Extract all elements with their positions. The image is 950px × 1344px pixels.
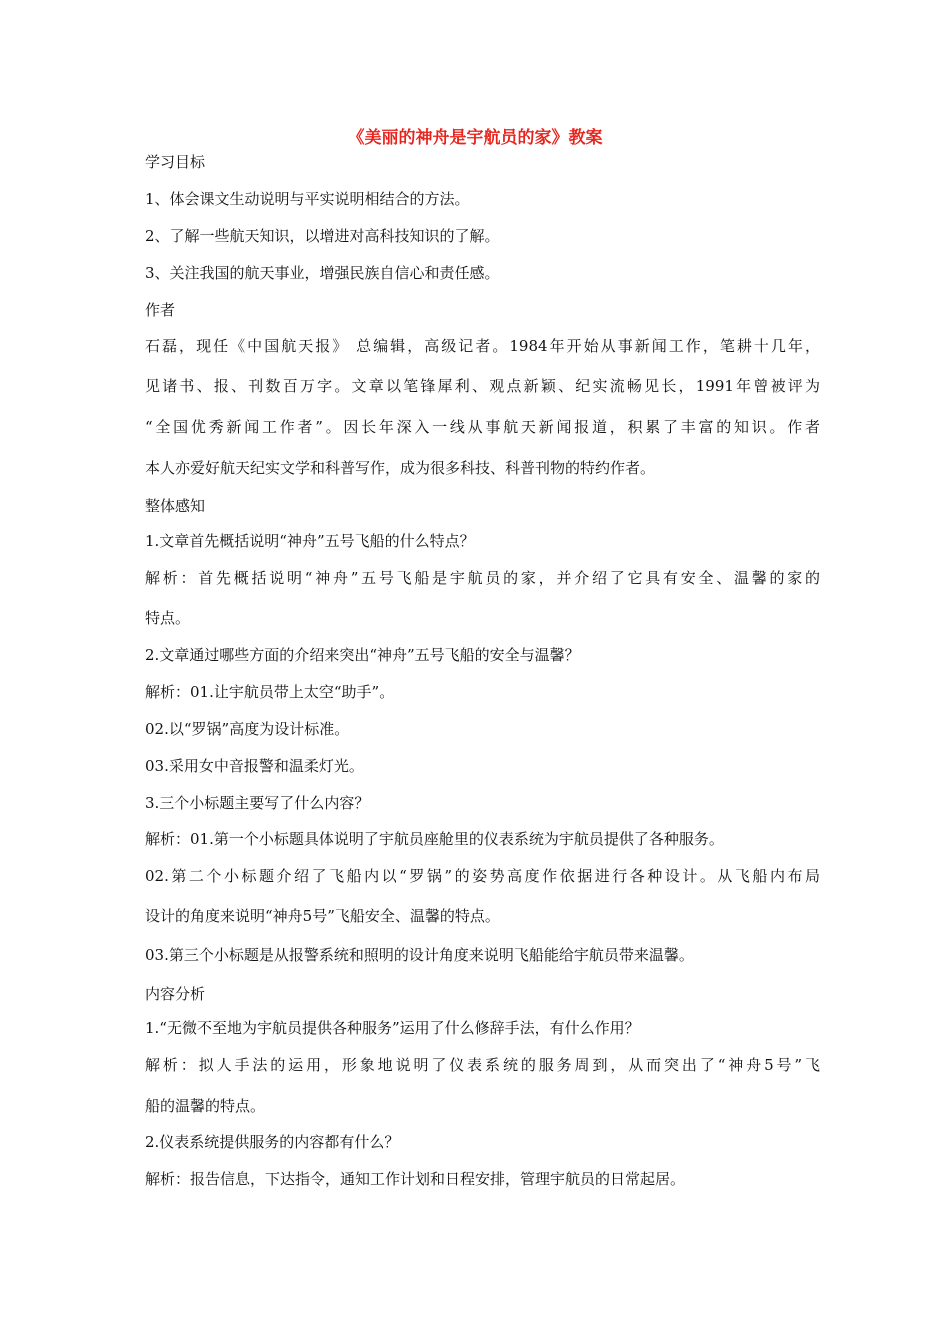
answer-line: 解析：01.让宇航员带上太空“助手”。 [145, 683, 395, 701]
answer-line: 02.第二个小标题介绍了飞船内以“罗锅”的姿势高度作依据进行各种设计。从飞船内布局 [145, 867, 820, 885]
answer-line: 03.第三个小标题是从报警系统和照明的设计角度来说明飞船能给宇航员带来温馨。 [145, 946, 694, 964]
author-paragraph-line: 石磊，现任《中国航天报》 总编辑，高级记者。1984年开始从事新闻工作，笔耕十几年， [145, 337, 820, 355]
answer-line: 02.以“罗锅”高度为设计标准。 [145, 720, 350, 738]
section-heading-overview: 整体感知 [145, 497, 206, 515]
author-paragraph-line: 见诸书、报、刊数百万字。文章以笔锋犀利、观点新颖、纪实流畅见长，1991年曾被评为 [145, 377, 820, 395]
question-line: 2.仪表系统提供服务的内容都有什么？ [145, 1133, 400, 1151]
answer-line: 解析：拟人手法的运用，形象地说明了仪表系统的服务周到，从而突出了“神舟5号”飞 [145, 1056, 820, 1074]
author-paragraph-line: “全国优秀新闻工作者”。因长年深入一线从事航天新闻报道，积累了丰富的知识。作者 [145, 418, 820, 436]
section-heading-author: 作者 [145, 301, 176, 319]
author-paragraph-line: 本人亦爱好航天纪实文学和科普写作，成为很多科技、科普刊物的特约作者。 [145, 459, 656, 477]
answer-line: 解析：01.第一个小标题具体说明了宇航员座舱里的仪表系统为宇航员提供了各种服务。 [145, 830, 724, 848]
answer-line: 特点。 [145, 609, 191, 627]
objective-item: 2、了解一些航天知识，以增进对高科技知识的了解。 [145, 227, 500, 245]
question-line: 1.文章首先概括说明“神舟”五号飞船的什么特点？ [145, 532, 475, 550]
objective-item: 1、体会课文生动说明与平实说明相结合的方法。 [145, 190, 470, 208]
answer-line: 解析：首先概括说明“神舟”五号飞船是宇航员的家，并介绍了它具有安全、温馨的家的 [145, 569, 820, 587]
objective-item: 3、关注我国的航天事业，增强民族自信心和责任感。 [145, 264, 500, 282]
section-heading-objectives: 学习目标 [145, 153, 206, 171]
document-title: 《美丽的神舟是宇航员的家》教案 [347, 128, 603, 148]
answer-line: 设计的角度来说明“神舟5号”飞船安全、温馨的特点。 [145, 907, 500, 925]
question-line: 1.“无微不至地为宇航员提供各种服务”运用了什么修辞手法，有什么作用？ [145, 1019, 640, 1037]
section-heading-analysis: 内容分析 [145, 985, 206, 1003]
answer-line: 03.采用女中音报警和温柔灯光。 [145, 757, 364, 775]
answer-line: 解析：报告信息，下达指令，通知工作计划和日程安排，管理宇航员的日常起居。 [145, 1170, 686, 1188]
answer-line: 船的温馨的特点。 [145, 1097, 266, 1115]
question-line: 2.文章通过哪些方面的介绍来突出“神舟”五号飞船的安全与温馨？ [145, 646, 580, 664]
question-line: 3.三个小标题主要写了什么内容？ [145, 794, 370, 812]
